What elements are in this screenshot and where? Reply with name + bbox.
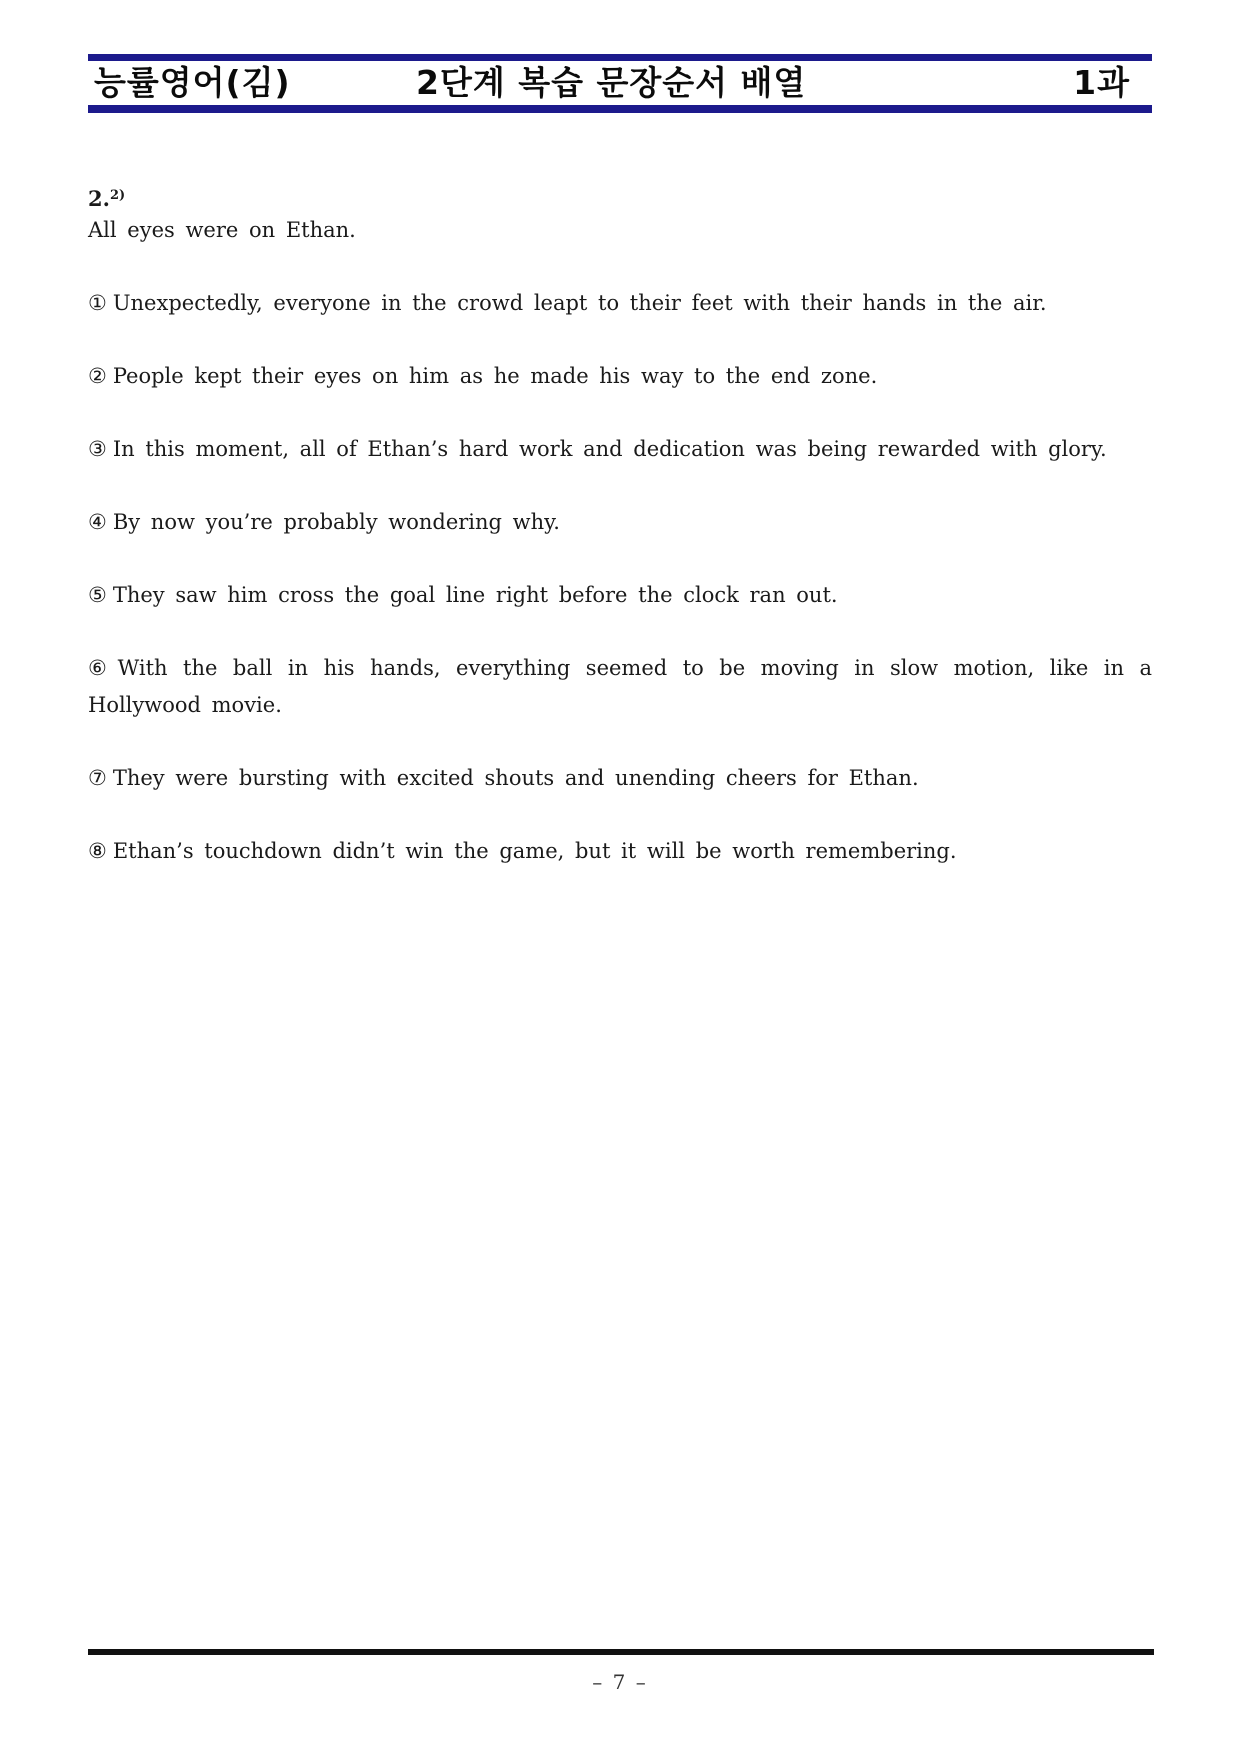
option-marker: ① xyxy=(88,291,107,315)
option-marker: ⑤ xyxy=(88,583,107,607)
header-row xyxy=(88,61,1152,105)
option-marker: ⑥ xyxy=(88,656,112,680)
header-publisher: 능률영어(김) xyxy=(94,63,291,102)
header-title: 2단계 복습 문장순서 배열 xyxy=(416,63,807,102)
option-text: Unexpectedly, everyone in the crowd leapt to their feet with their hands in the air. xyxy=(112,291,1047,315)
header-top-rule xyxy=(88,54,1152,61)
option-marker: ⑧ xyxy=(88,839,107,863)
header-bottom-rule xyxy=(88,105,1152,113)
option-text: In this moment, all of Ethan’s hard work and dedication was being rewarded with glory. xyxy=(112,437,1107,461)
question-intro: All eyes were on Ethan. xyxy=(88,218,356,242)
question-number-text: 2. xyxy=(88,186,110,211)
option-marker: ② xyxy=(88,364,107,388)
option-text: People kept their eyes on him as he made his way to the end zone. xyxy=(112,364,878,388)
page-header xyxy=(88,54,1152,113)
option-4 xyxy=(88,504,1152,541)
footer-rule xyxy=(88,1649,1154,1655)
option-7 xyxy=(88,760,1152,797)
option-text: By now you’re probably wondering why. xyxy=(112,510,560,534)
option-text: They were bursting with excited shouts and unending cheers for Ethan. xyxy=(112,766,919,790)
option-2 xyxy=(88,358,1152,395)
question-number xyxy=(88,180,1152,212)
footnote-ref: 2) xyxy=(109,188,126,203)
option-text: Ethan’s touchdown didn’t win the game, but it will be worth remembering. xyxy=(112,839,957,863)
option-text: They saw him cross the goal line right before the clock ran out. xyxy=(112,583,838,607)
option-marker: ④ xyxy=(88,510,107,534)
option-8 xyxy=(88,833,1152,870)
question-body xyxy=(88,180,1152,906)
option-5 xyxy=(88,577,1152,614)
header-lesson: 1과 xyxy=(1073,63,1130,102)
option-6 xyxy=(88,650,1152,724)
option-1 xyxy=(88,285,1152,322)
option-marker: ③ xyxy=(88,437,107,461)
page-number: – 7 – xyxy=(592,1670,648,1694)
option-text: With the ball in his hands, everything seemed to be moving in slow motion, like in a Hollywood movie. xyxy=(88,656,1152,717)
option-3 xyxy=(88,431,1152,468)
option-marker: ⑦ xyxy=(88,766,107,790)
